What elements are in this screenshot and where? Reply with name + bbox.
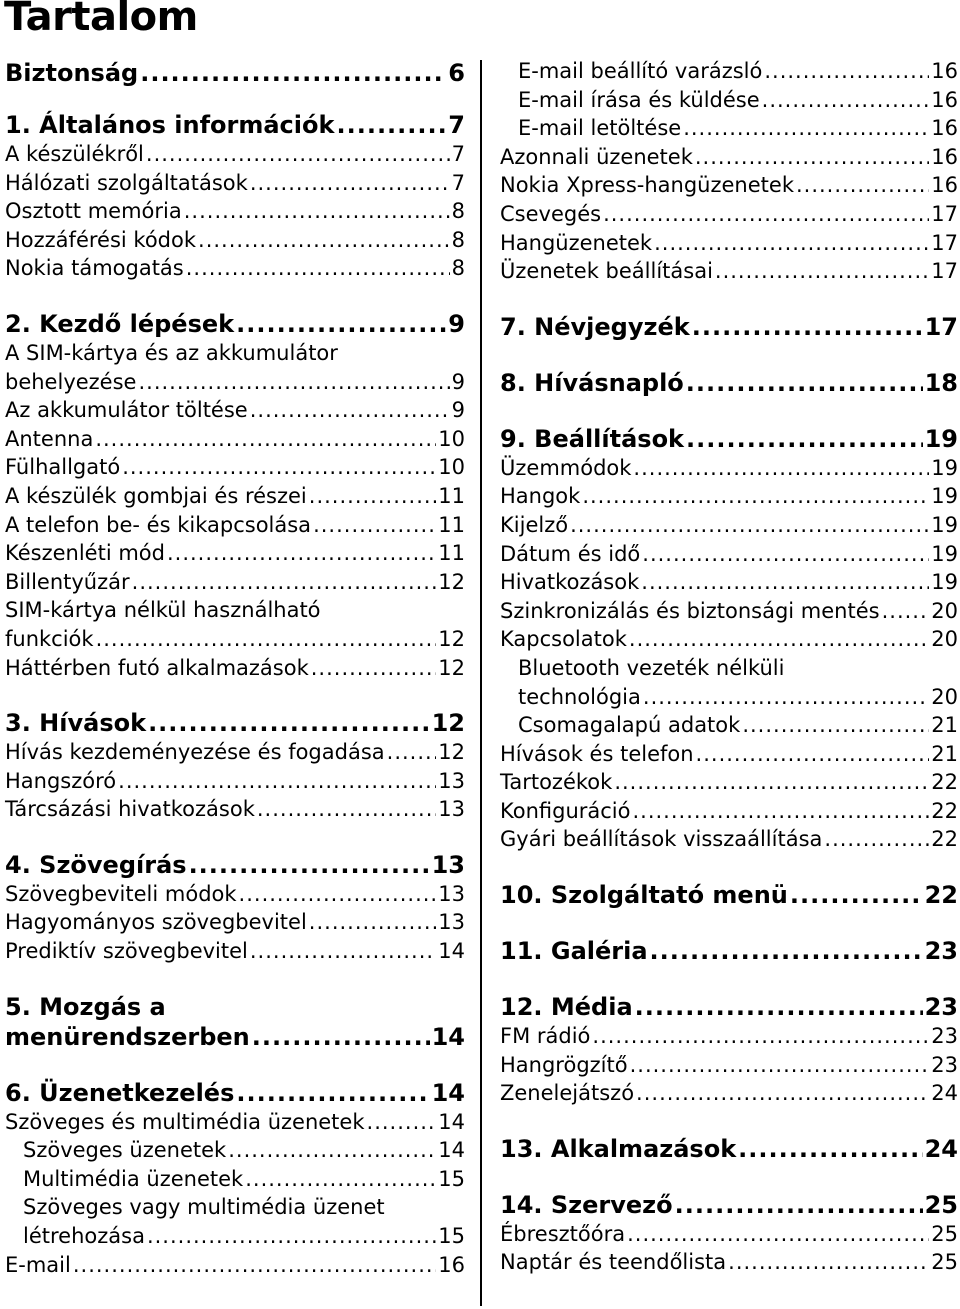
toc-entry-line1[interactable]: SIM-kártya nélkül használható [5,598,321,623]
entry-page: 16 [438,1252,465,1277]
entry-title: 12. Média [500,993,633,1022]
toc-subentry[interactable] [500,683,958,712]
entry-page: 17 [931,259,958,284]
leader-dots [796,171,929,200]
entry-title: A készülék gombjai és részei [5,483,307,508]
entry-title: Szöveges és multimédia üzenetek [5,1109,365,1134]
entry-page: 19 [931,455,958,480]
entry-title: Hozzáférési kódok [5,227,197,252]
entry-title: Szövegbeviteli módok [5,881,237,906]
toc-entry[interactable] [5,1108,465,1137]
entry-title: Billentyűzár [5,569,130,594]
toc-entry[interactable] [500,797,958,826]
entry-page: 13 [438,768,465,793]
entry-title: Zenelejátszó [500,1081,635,1106]
entry-title: Hivatkozások [500,570,640,595]
toc-entry[interactable] [500,171,958,200]
entry-title: E-mail beállító varázsló [518,59,763,83]
entry-title: Antenna [5,426,94,451]
leader-dots [643,683,929,712]
toc-entry[interactable] [5,795,465,824]
entry-title: A készülékről [5,142,144,166]
entry-title: Az akkumulátor töltése [5,398,248,423]
toc-entry[interactable] [5,1251,465,1280]
entry-page: 18 [924,368,958,397]
entry-title: funkciók [5,626,94,651]
entry-page: 21 [931,713,958,738]
entry-page: 23 [924,937,958,966]
toc-chapter-5[interactable] [5,1022,465,1052]
leader-dots [96,625,437,654]
leader-dots [122,453,436,482]
leader-dots [147,1222,436,1251]
entry-page: 19 [931,570,958,595]
toc-chapter-11[interactable] [500,936,958,966]
toc-chapter-13[interactable] [500,1134,958,1164]
leader-dots [95,425,436,454]
entry-page: 14 [431,1078,465,1107]
entry-page: 8 [451,256,465,281]
leader-dots [824,825,929,854]
entry-title: Fülhallgató [5,455,121,480]
leader-dots [635,992,923,1022]
entry-page: 12 [438,569,465,594]
entry-title: E-mail letöltése [518,116,682,141]
entry-title: Gyári beállítások visszaállítása [500,827,823,852]
entry-title: Kapcsolatok [500,627,627,652]
entry-page: 16 [931,144,958,169]
entry-page: 22 [924,881,958,910]
leader-dots [742,711,929,740]
entry-page: 21 [931,741,958,766]
entry-title: Hívás kezdeményezése és fogadása [5,740,385,765]
leader-dots [186,254,450,283]
leader-dots [309,482,437,511]
toc-subentry[interactable] [500,57,958,86]
entry-page: 22 [931,827,958,852]
entry-page: 8 [451,199,465,224]
toc-right-column [500,57,958,1277]
leader-dots [138,368,449,397]
toc-chapter-7[interactable] [500,312,958,342]
entry-page: 24 [931,1081,958,1106]
entry-title: menürendszerben [5,1022,250,1051]
entry-title: Tartozékok [500,770,613,795]
entry-page: 11 [438,541,465,566]
leader-dots [882,597,930,626]
entry-page: 7 [448,111,465,139]
toc-chapter-2[interactable] [5,309,465,339]
entry-page: 17 [931,230,958,255]
entry-page: 23 [931,1052,958,1077]
entry-page: 24 [924,1134,958,1163]
entry-title: 8. Hívásnapló [500,368,684,397]
entry-title: 13. Alkalmazások [500,1134,737,1163]
leader-dots [650,936,923,966]
entry-title: Multimédia üzenetek [23,1166,244,1191]
leader-dots [311,654,437,683]
entry-title: Hangok [500,484,581,509]
leader-dots [630,1051,930,1080]
toc-chapter-5-line1[interactable] [5,992,465,1022]
entry-page: 12 [438,740,465,765]
toc-entry[interactable] [5,197,465,226]
entry-title: Ébresztőóra [500,1221,626,1246]
leader-dots [627,1220,929,1249]
toc-entry[interactable] [5,169,465,198]
leader-dots [257,795,436,824]
entry-title: Konfiguráció [500,798,631,823]
entry-page: 14 [431,1022,465,1051]
toc-entry[interactable] [5,368,465,397]
toc-entry[interactable] [5,767,465,796]
leader-dots [790,880,923,910]
entry-page: 23 [924,993,958,1022]
leader-dots [686,368,923,398]
entry-title: Prediktív szövegbevitel [5,939,248,964]
leader-dots [228,1136,436,1165]
toc-subentry-line1[interactable]: Bluetooth vezeték nélküli [518,655,785,680]
toc-subentry[interactable] [500,711,958,740]
entry-title: 10. Szolgáltató menü [500,881,788,910]
entry-page: 22 [931,798,958,823]
entry-title: Azonnali üzenetek [500,144,693,169]
toc-chapter-4[interactable] [5,850,465,880]
toc-chapter-8[interactable] [500,368,958,398]
toc-chapter-10[interactable] [500,880,958,910]
entry-title: 1. Általános információk [5,111,335,139]
entry-title: Csomagalapú adatok [518,713,741,738]
toc-chapter-14[interactable] [500,1190,958,1220]
toc-entry-biztonsag[interactable] [5,58,465,88]
toc-entry[interactable] [5,511,465,540]
leader-dots [686,424,923,454]
leader-dots [250,396,450,425]
leader-dots [336,110,446,140]
entry-page: 9 [451,369,465,394]
toc-entry[interactable] [500,597,958,626]
entry-page: 6 [448,59,465,87]
leader-dots [642,540,929,569]
toc-entry[interactable] [5,937,465,966]
entry-title: Dátum és idő [500,541,641,566]
leader-dots [198,226,450,255]
leader-dots [387,738,437,767]
entry-page: 16 [931,59,958,83]
toc-entry[interactable] [500,1022,958,1051]
toc-entry[interactable] [5,738,465,767]
leader-dots [245,1165,436,1194]
entry-page: 16 [931,87,958,112]
entry-title: 3. Hívások [5,709,147,738]
entry-title: Hagyományos szövegbevitel [5,910,307,935]
toc-entry[interactable] [500,540,958,569]
entry-title: Kijelző [500,512,569,537]
leader-dots [683,114,929,143]
toc-entry[interactable] [500,229,958,258]
toc-entry[interactable] [5,654,465,683]
column-divider [480,60,482,1306]
leader-dots [629,625,929,654]
entry-title: Hálózati szolgáltatások [5,170,248,195]
toc-subentry-line1[interactable]: Szöveges vagy multimédia üzenet [23,1195,385,1220]
entry-title: Hangrögzítő [500,1052,628,1077]
leader-dots [762,86,930,115]
leader-dots [132,568,437,597]
toc-subentry[interactable] [500,86,958,115]
entry-title: FM rádió [500,1024,591,1049]
entry-title: Csevegés [500,201,602,226]
entry-title: Üzenetek beállításai [500,259,713,284]
entry-page: 22 [931,770,958,795]
entry-page: 25 [924,1190,958,1219]
entry-page: 17 [924,312,958,341]
leader-dots [367,1108,437,1137]
leader-dots [641,568,929,597]
entry-page: 14 [438,1138,465,1163]
leader-dots [582,482,929,511]
leader-dots [715,257,929,286]
toc-entry[interactable] [500,511,958,540]
toc-subentry[interactable] [500,114,958,143]
entry-page: 25 [931,1221,958,1246]
toc-entry[interactable] [500,454,958,483]
leader-dots [764,57,929,86]
leader-dots [250,937,436,966]
entry-title: Naptár és teendőlista [500,1250,727,1275]
leader-dots [654,229,929,258]
entry-page: 14 [438,939,465,964]
entry-title: 6. Üzenetkezelés [5,1078,235,1107]
toc-chapter-3[interactable] [5,708,465,738]
entry-page: 9 [448,309,465,338]
leader-dots [140,58,446,88]
leader-dots [592,1022,929,1051]
entry-title: 7. Névjegyzék [500,312,690,341]
entry-title: A telefon be- és kikapcsolása [5,512,312,537]
leader-dots [738,1134,922,1164]
leader-dots [728,1248,929,1277]
toc-left-column [5,58,465,1279]
toc-entry[interactable] [500,200,958,229]
leader-dots [313,511,436,540]
entry-page: 13 [431,850,465,879]
entry-title: Hívások és telefon [500,741,694,766]
entry-page: 13 [438,881,465,906]
entry-page: 17 [931,201,958,226]
leader-dots [239,880,437,909]
entry-title: Nokia támogatás [5,256,184,281]
entry-page: 16 [931,173,958,198]
toc-chapter-12[interactable] [500,992,958,1022]
entry-page: 13 [438,797,465,822]
toc-entry[interactable] [5,226,465,255]
toc-entry[interactable] [5,453,465,482]
entry-page: 19 [924,424,958,453]
toc-chapter-6[interactable] [5,1078,465,1108]
toc-entry[interactable] [500,1220,958,1249]
entry-page: 7 [451,142,465,166]
entry-page: 19 [931,541,958,566]
leader-dots [73,1251,436,1280]
toc-entry[interactable] [500,1079,958,1108]
leader-dots [632,797,929,826]
toc-entry[interactable] [500,143,958,172]
entry-title: 14. Szervező [500,1190,673,1219]
leader-dots [633,454,929,483]
leader-dots [148,708,430,738]
toc-chapter-9[interactable] [500,424,958,454]
toc-entry[interactable] [5,396,465,425]
entry-page: 25 [931,1250,958,1275]
toc-entry[interactable] [500,825,958,854]
entry-page: 15 [438,1224,465,1249]
toc-subentry[interactable] [5,1222,465,1251]
leader-dots [236,309,446,339]
toc-entry[interactable] [5,425,465,454]
toc-subentry[interactable] [5,1136,465,1165]
entry-title: Hangszóró [5,768,117,793]
entry-title: 4. Szövegírás [5,850,187,879]
entry-title: 5. Mozgás a [5,992,166,1021]
page-title: Tartalom [4,0,198,40]
toc-entry[interactable] [5,568,465,597]
entry-title: Háttérben futó alkalmazások [5,655,309,680]
entry-page: 20 [931,627,958,652]
entry-title: 11. Galéria [500,937,648,966]
toc-entry[interactable] [5,482,465,511]
toc-entry[interactable] [500,740,958,769]
entry-title: Nokia Xpress-hangüzenetek [500,173,794,198]
entry-title: Szinkronizálás és biztonsági mentés [500,598,880,623]
entry-title: Üzemmódok [500,455,632,480]
entry-page: 10 [438,455,465,480]
toc-entry[interactable] [5,539,465,568]
entry-title: E-mail írása és küldése [518,87,760,112]
toc-entry[interactable] [500,482,958,511]
entry-title: létrehozása [23,1224,145,1249]
toc-entry[interactable] [5,254,465,283]
entry-page: 16 [931,116,958,141]
entry-page: 23 [931,1024,958,1049]
leader-dots [570,511,929,540]
entry-page: 14 [438,1109,465,1134]
leader-dots [184,197,450,226]
entry-title: Hangüzenetek [500,230,653,255]
leader-dots [309,908,436,937]
entry-page: 7 [451,170,465,195]
entry-page: 20 [931,598,958,623]
entry-page: 8 [451,227,465,252]
entry-title: Tárcsázási hivatkozások [5,797,255,822]
toc-entry[interactable] [500,1248,958,1277]
leader-dots [189,850,430,880]
entry-title: behelyezése [5,369,137,394]
entry-title: E-mail [5,1252,71,1277]
leader-dots [603,200,929,229]
leader-dots [236,1078,429,1108]
toc-entry[interactable] [500,257,958,286]
toc-entry[interactable] [5,908,465,937]
toc-entry[interactable] [5,140,465,169]
entry-page: 11 [438,483,465,508]
entry-title: 2. Kezdő lépések [5,309,235,338]
leader-dots [696,740,930,769]
entry-title: technológia [518,684,641,709]
entry-title: Osztott memória [5,199,182,224]
entry-page: 12 [438,655,465,680]
toc-chapter-1[interactable] [5,110,465,140]
entry-page: 19 [931,512,958,537]
leader-dots [692,312,923,342]
entry-title: Biztonság [5,59,139,87]
entry-page: 11 [438,512,465,537]
entry-page: 15 [438,1166,465,1191]
entry-page: 12 [438,626,465,651]
toc-subentry[interactable] [5,1165,465,1194]
toc-entry[interactable] [5,625,465,654]
leader-dots [118,767,436,796]
toc-entry-line1[interactable]: A SIM-kártya és az akkumulátor [5,340,338,365]
leader-dots [250,169,450,198]
entry-title: Szöveges üzenetek [23,1138,227,1163]
toc-entry[interactable] [500,625,958,654]
leader-dots [614,768,929,797]
leader-dots [675,1190,923,1220]
entry-page: 20 [931,684,958,709]
toc-entry[interactable] [5,880,465,909]
entry-page: 13 [438,910,465,935]
entry-page: 10 [438,426,465,451]
entry-page: 9 [451,398,465,423]
toc-entry[interactable] [500,1051,958,1080]
toc-entry[interactable] [500,568,958,597]
entry-page: 19 [931,484,958,509]
leader-dots [695,143,929,172]
toc-entry[interactable] [500,768,958,797]
entry-title: 9. Beállítások [500,424,685,453]
leader-dots [252,1022,430,1052]
leader-dots [636,1079,929,1108]
leader-dots [167,539,436,568]
entry-title: Készenléti mód [5,541,165,566]
leader-dots [146,140,450,169]
entry-page: 12 [431,709,465,738]
